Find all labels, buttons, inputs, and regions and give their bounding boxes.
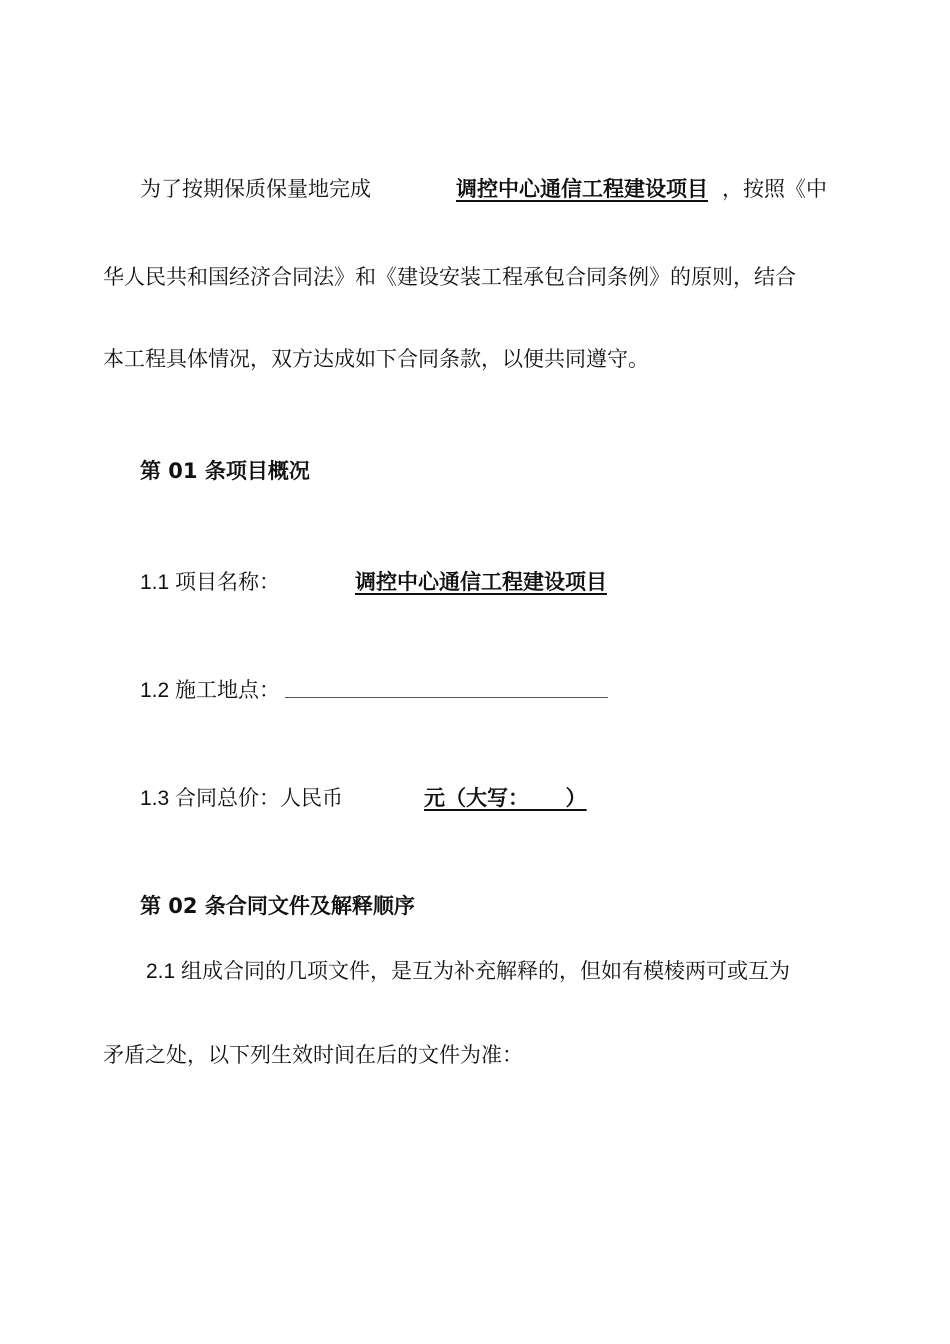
item-1-1-value: 调控中心通信工程建设项目: [355, 570, 607, 594]
intro-line-2: 华人民共和国经济合同法》和《建设安装工程承包合同条例》的原则，结合: [103, 265, 796, 289]
intro-prefix: 为了按期保质保量地完成: [140, 177, 371, 201]
item-2-1-line-1: 2.1 组成合同的几项文件，是互为补充解释的，但如有模棱两可或互为: [146, 960, 791, 983]
intro-line-1-suffix: ，按照《中: [722, 177, 827, 201]
intro-line-3: 本工程具体情况，双方达成如下合同条款，以便共同遵守。: [103, 347, 649, 371]
item-1-3-value: 元（大写： ）: [424, 786, 587, 810]
item-1-2-blank: [285, 697, 608, 698]
item-1-1-label: 1.1 项目名称：: [140, 571, 281, 594]
item-1-3-label: 1.3 合同总价：人民币: [140, 787, 344, 810]
item-1-2-label: 1.2 施工地点：: [140, 679, 281, 702]
article-1-heading: 第 01 条项目概况: [140, 459, 310, 483]
intro-line-1: [140, 175, 371, 203]
item-2-1-line-2: 矛盾之处，以下列生效时间在后的文件为准：: [103, 1043, 523, 1067]
article-2-heading: 第 02 条合同文件及解释顺序: [140, 894, 415, 918]
intro-project-name: 调控中心通信工程建设项目: [456, 177, 708, 201]
